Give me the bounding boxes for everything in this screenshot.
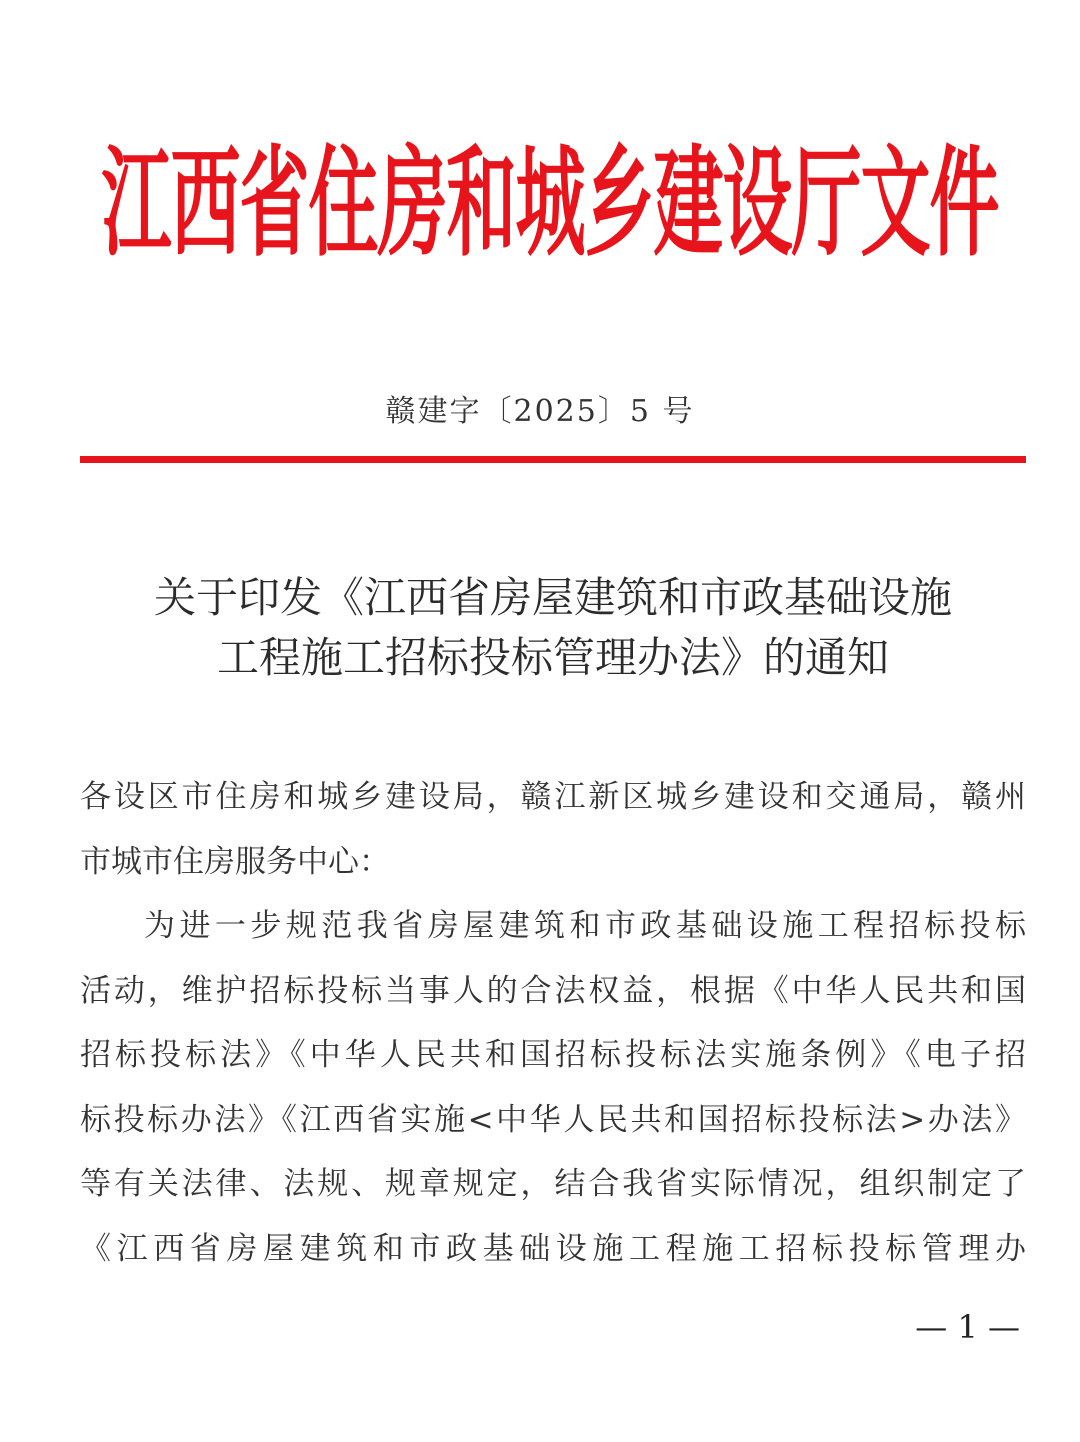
notice-title xyxy=(80,568,1026,688)
notice-title-line-1: 关于印发《江西省房屋建筑和市政基础设施 xyxy=(153,573,952,622)
body-line-8: 《江西省房屋建筑和市政基础设施工程施工招标投标管理办 xyxy=(80,1230,1026,1267)
body-line-5: 招标投标法》《中华人民共和国招标投标法实施条例》《电子招 xyxy=(80,1037,1026,1073)
body-line-3: 为进一步规范我省房屋建筑和市政基础设施工程招标投标 xyxy=(144,908,1026,944)
red-divider-line xyxy=(80,456,1026,463)
body-line-4: 活动，维护招标投标当事人的合法权益，根据《中华人民共和国 xyxy=(80,972,1026,1009)
notice-title-line-2: 工程施工招标投标管理办法》的通知 xyxy=(216,633,889,682)
masthead-title: 江西省住房和城乡建设厅文件 xyxy=(101,133,999,273)
document-number: 赣建字〔2025〕5 号 xyxy=(385,394,695,429)
body-text xyxy=(80,765,1026,1281)
body-line-7: 等有关法律、法规、规章规定，结合我省实际情况，组织制定了 xyxy=(80,1166,1026,1202)
body-line-1: 各设区市住房和城乡建设局，赣江新区城乡建设和交通局，赣州 xyxy=(80,779,1026,815)
page-number: — 1 — xyxy=(915,1308,1020,1346)
body-line-2: 市城市住房服务中心： xyxy=(80,843,390,880)
body-line-6: 标投标办法》《江西省实施<中华人民共和国招标投标法>办法》 xyxy=(80,1101,1026,1138)
